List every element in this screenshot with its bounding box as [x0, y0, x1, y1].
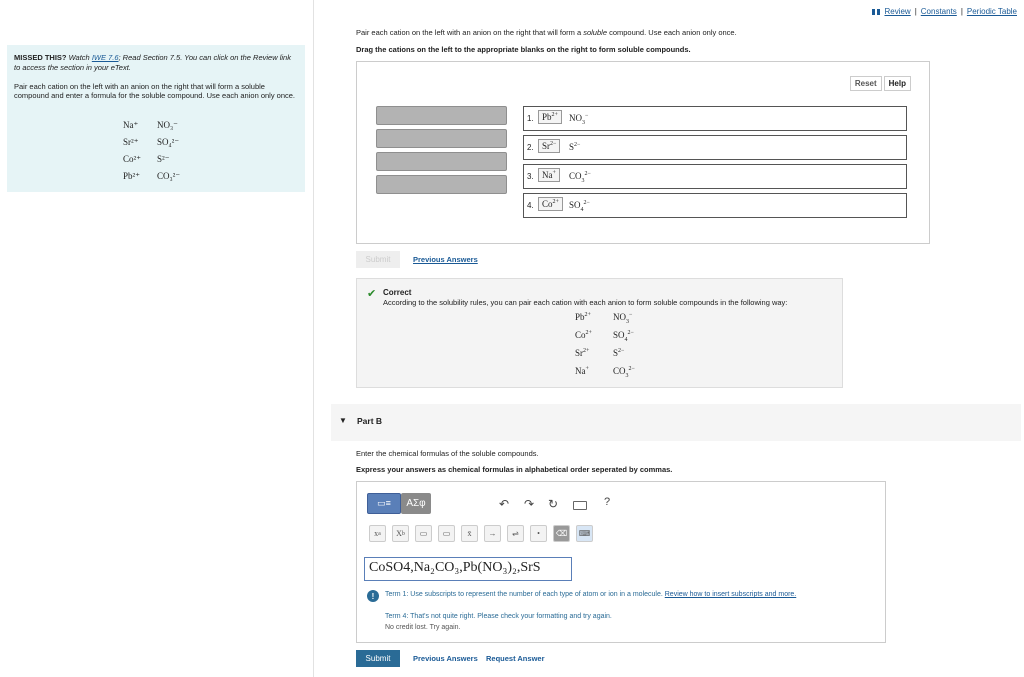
anion-label: [569, 171, 591, 184]
charge: 2+: [552, 199, 559, 205]
text: Sr: [542, 141, 551, 151]
collapse-arrow-icon[interactable]: ▼: [339, 416, 347, 425]
column-divider: [313, 0, 314, 677]
partB-header[interactable]: [331, 404, 1021, 441]
charge: 2−: [618, 348, 625, 354]
drag-source-blank[interactable]: [376, 129, 507, 148]
iwe-link[interactable]: IWE 7.6: [91, 53, 119, 62]
backspace-icon[interactable]: ⌫: [553, 525, 570, 542]
text: Pb: [575, 312, 585, 322]
charge: −: [629, 312, 633, 318]
slot-number: 4.: [527, 201, 534, 210]
charge: +: [552, 170, 556, 176]
correct-feedback: [356, 278, 843, 388]
constants-link[interactable]: Constants: [920, 7, 957, 16]
watch-label: Watch: [68, 53, 90, 62]
anion-list: [157, 117, 180, 185]
pair-anion: [613, 330, 634, 343]
reset-button[interactable]: Reset: [850, 76, 882, 91]
drop-slot[interactable]: [523, 164, 907, 189]
charge: −: [585, 113, 589, 119]
sub: 4: [624, 336, 628, 343]
sub: 3: [581, 177, 585, 184]
pair-cation: [575, 312, 591, 322]
partA-line2: Drag the cations on the left to the appropriate blanks on the right to form soluble compounds.: [356, 45, 691, 54]
grid-icon: [872, 9, 880, 15]
drag-drop-area: [356, 61, 930, 244]
partB-line2: Express your answers as chemical formulas in alphabetical order seperated by commas.: [356, 465, 673, 474]
previous-answers-link[interactable]: Previous Answers: [413, 654, 478, 663]
text: Co: [575, 330, 586, 340]
sub: 3: [582, 119, 585, 126]
text: S: [613, 348, 619, 358]
periodic-table-link[interactable]: Periodic Table: [966, 7, 1017, 16]
dot-icon[interactable]: •: [530, 525, 547, 542]
submit-button-disabled[interactable]: Submit: [356, 251, 400, 268]
text: Na: [542, 170, 553, 180]
charge: 2−: [627, 330, 634, 336]
charge: 2+: [583, 348, 590, 354]
text: Term 1: Use subscripts to represent the number of each type of atom or ion in a molecule.: [385, 591, 665, 598]
correct-explanation: According to the solubility rules, you can pair each cation with each anion to form soluble compounds in the following way:: [383, 298, 788, 307]
charge: +: [585, 366, 589, 372]
answer-box: [356, 481, 886, 643]
charge: 2−: [550, 141, 557, 147]
keyboard-toggle-icon[interactable]: ⌨: [576, 525, 593, 542]
overline-icon[interactable]: x̄: [461, 525, 478, 542]
text: Pair each cation on the left with an anion on the right that will form a: [356, 28, 584, 37]
charge: 2+: [585, 330, 592, 336]
text: Co: [542, 199, 553, 209]
text: Na: [575, 366, 586, 376]
cation: Sr²⁺: [123, 137, 139, 147]
anion-label: [569, 142, 580, 152]
partB-title: Part B: [357, 416, 383, 426]
fraction-alt-icon[interactable]: ▭: [438, 525, 455, 542]
feedback-term4: Term 4: That's not quite right. Please check your formatting and try again.: [385, 613, 612, 620]
drag-source-blank[interactable]: [376, 106, 507, 125]
equilibrium-icon[interactable]: ⇌: [507, 525, 524, 542]
slot-number: 1.: [527, 114, 534, 123]
help-icon[interactable]: ?: [604, 496, 611, 508]
correct-label: Correct: [383, 288, 412, 297]
charge: 2−: [574, 142, 581, 148]
text: NO: [613, 312, 626, 322]
pair-anion: [613, 366, 635, 379]
cation: Na⁺: [123, 120, 139, 130]
text: Sr: [575, 348, 584, 358]
feedback-term1: [385, 591, 796, 598]
read-text: ; Read Section 7.5. You can click on the Review link to access the section in your eText.: [14, 53, 291, 72]
sub: 3: [626, 318, 629, 325]
answer-input[interactable]: CoSO4,Na₂CO₃,Pb(NO₃)₂,SrS: [364, 557, 572, 581]
sub: 3: [625, 372, 629, 379]
text: soluble: [583, 28, 607, 37]
drop-slot[interactable]: [523, 193, 907, 218]
slot-number: 2.: [527, 143, 534, 152]
review-subscripts-link[interactable]: Review how to insert subscripts and more.: [664, 591, 797, 598]
cation-chip[interactable]: [538, 110, 562, 124]
partA-line1: [356, 28, 737, 37]
text: S: [569, 142, 575, 152]
anion-label: [569, 200, 590, 213]
text: Pb: [542, 112, 552, 122]
cation-chip[interactable]: [538, 139, 560, 153]
submit-button[interactable]: Submit: [356, 650, 400, 667]
sub: 4: [580, 206, 584, 213]
keyboard-icon[interactable]: [573, 501, 587, 510]
missed-this: [14, 53, 296, 73]
request-answer-link[interactable]: Request Answer: [486, 654, 545, 663]
drag-source-blank[interactable]: [376, 175, 507, 194]
header-links: [872, 7, 1017, 16]
charge: 2−: [583, 200, 590, 206]
cation-chip[interactable]: [538, 197, 563, 211]
drag-source-blank[interactable]: [376, 152, 507, 171]
text: compound. Use each anion only once.: [607, 28, 737, 37]
greek-button[interactable]: ΑΣφ: [401, 493, 431, 514]
charge: 2+: [584, 312, 591, 318]
text: NO: [569, 113, 582, 123]
text: SO: [613, 330, 625, 340]
previous-answers-link[interactable]: Previous Answers: [413, 255, 478, 264]
subscript-icon[interactable]: X b: [392, 525, 409, 542]
cation-chip[interactable]: [538, 168, 560, 182]
text: CO: [569, 171, 582, 181]
separator: |: [960, 7, 963, 16]
help-button[interactable]: Help: [884, 76, 911, 91]
text: CO: [613, 366, 626, 376]
anion: S²⁻: [157, 154, 170, 164]
cation-list: [123, 117, 141, 185]
reset-icon[interactable]: ↻: [548, 497, 559, 511]
missed-label: MISSED THIS?: [14, 53, 67, 62]
pair-cation: [575, 366, 589, 376]
fraction-icon[interactable]: ▭: [415, 525, 432, 542]
hint-panel: [7, 45, 305, 192]
charge: 2+: [551, 112, 558, 118]
anion-label: [569, 113, 589, 126]
anion: CO₃²⁻: [157, 171, 181, 181]
cation: Pb²⁺: [123, 171, 140, 181]
pair-cation: [575, 330, 592, 340]
cation: Co²⁺: [123, 154, 141, 164]
undo-icon[interactable]: ↶: [499, 497, 510, 511]
feedback-nocredit: No credit lost. Try again.: [385, 624, 461, 631]
check-icon: ✔: [367, 288, 377, 300]
drop-slot[interactable]: [523, 135, 907, 160]
review-link[interactable]: Review: [884, 7, 911, 16]
template-icon[interactable]: ▭≡: [367, 493, 401, 514]
arrow-icon[interactable]: →: [484, 525, 501, 542]
partB-line1: Enter the chemical formulas of the soluble compounds.: [356, 449, 539, 458]
left-instructions: Pair each cation on the left with an anion on the right that will form a soluble compound and enter a formula for the soluble compound. Use each anion only once.: [14, 82, 296, 100]
anion: SO₄²⁻: [157, 137, 180, 147]
slot-number: 3.: [527, 172, 534, 181]
text: SO: [569, 200, 581, 210]
pair-anion: [613, 348, 624, 358]
pair-anion: [613, 312, 633, 325]
redo-icon[interactable]: ↷: [524, 497, 535, 511]
separator: |: [914, 7, 917, 16]
anion: NO₃⁻: [157, 120, 178, 130]
superscript-icon[interactable]: x a: [369, 525, 386, 542]
pair-cation: [575, 348, 589, 358]
charge: 2−: [628, 366, 635, 372]
charge: 2−: [584, 171, 591, 177]
info-icon: !: [367, 590, 379, 602]
drop-slot[interactable]: [523, 106, 907, 131]
